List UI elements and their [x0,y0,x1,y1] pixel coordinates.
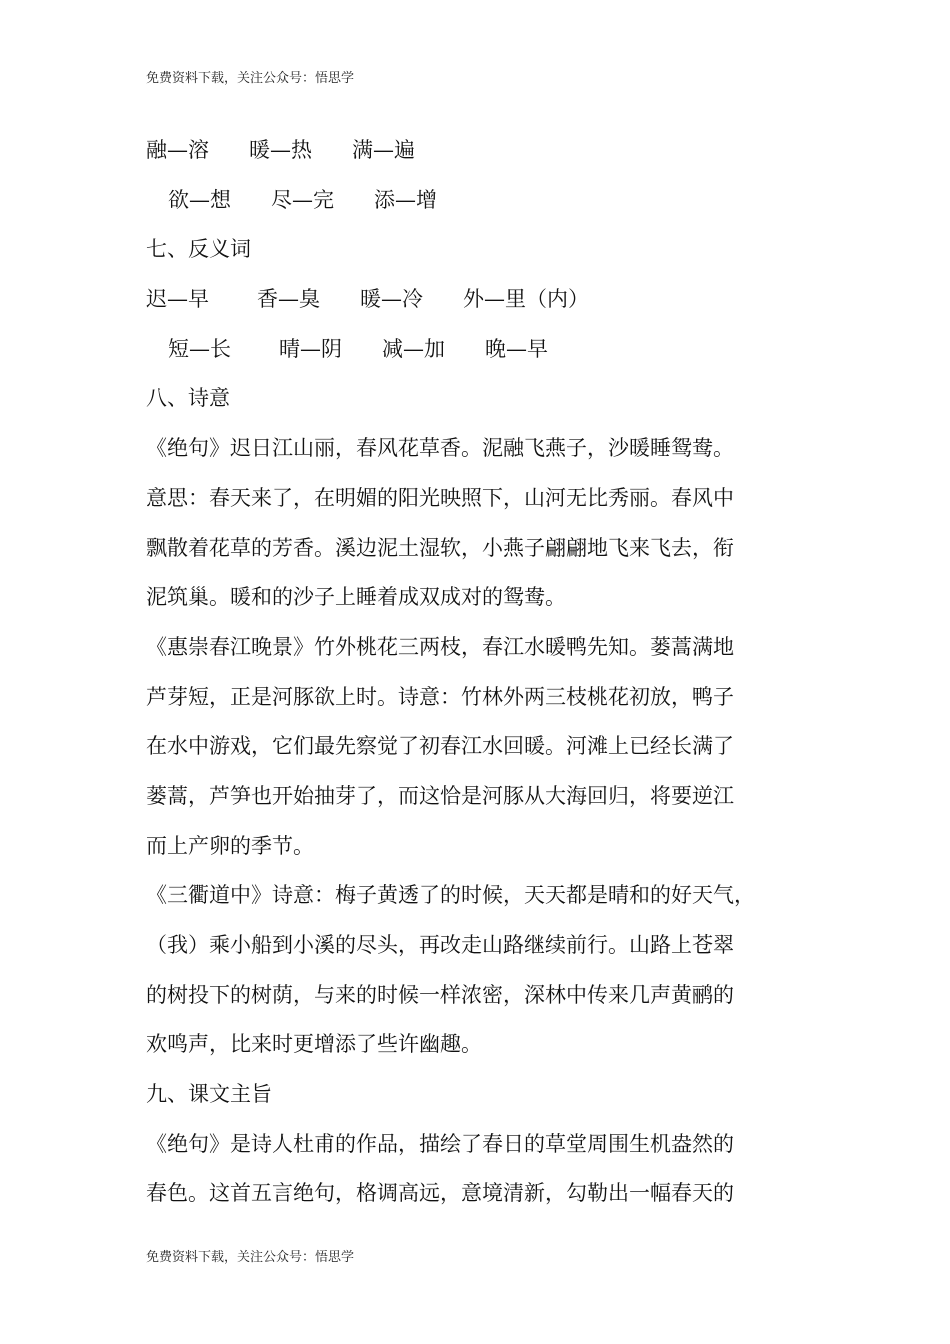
antonym-pair: 迟—早 [146,287,209,312]
paragraph-line: 《三衢道中》诗意：梅子黄透了的时候，天天都是晴和的好天气， [146,883,755,908]
page-footer: 免费资料下载，关注公众号：悟思学 [146,1250,355,1265]
paragraph-line: 意思：春天来了，在明媚的阳光映照下，山河无比秀丽。春风中 [146,485,734,510]
paragraph-line: 《绝句》是诗人杜甫的作品，描绘了春日的草堂周围生机盎然的 [146,1131,734,1156]
antonym-pair: 晚—早 [485,336,548,361]
synonym-pair: 融—溶 [146,138,209,162]
paragraph-line: （我）乘小船到小溪的尽头，再改走山路继续前行。山路上苍翠 [146,933,734,957]
antonym-pair: 短—长 [168,336,231,361]
synonym-pair: 暖—热 [249,138,312,162]
paragraph-line: 而上产卵的季节。 [146,833,314,858]
antonym-pair: 外—里（内） [463,287,589,312]
page-header: 免费资料下载，关注公众号：悟思学 [146,71,355,86]
paragraph-line: 《绝句》迟日江山丽，春风花草香。泥融飞燕子，沙暖睡鸳鸯。 [146,436,734,461]
antonym-pair: 暖—冷 [360,287,423,312]
antonym-pair: 香—臭 [257,287,320,312]
paragraph-line: 在水中游戏，它们最先察觉了初春江水回暖。河滩上已经长满了 [146,734,734,759]
document-body [146,126,806,1219]
synonym-pair: 添—增 [374,187,437,212]
antonym-pair: 减—加 [382,336,445,361]
synonym-pair: 欲—想 [168,187,231,212]
paragraph-line: 春色。这首五言绝句，格调高远，意境清新，勾勒出一幅春天的 [146,1181,734,1206]
paragraph-line: 飘散着花草的芳香。溪边泥土湿软，小燕子翩翩地飞来飞去，衔 [146,535,734,560]
synonym-row [146,176,806,226]
antonym-row [146,275,806,325]
paragraph-line: 泥筑巢。暖和的沙子上睡着成双成对的鸳鸯。 [146,585,566,610]
section-heading-main-idea: 九、课文主旨 [146,1082,272,1107]
antonym-pair: 晴—阴 [279,336,342,361]
paragraph-line: 芦芽短，正是河豚欲上时。诗意：竹林外两三枝桃花初放，鸭子 [146,684,734,709]
section-heading-poem-meaning: 八、诗意 [146,386,230,411]
antonym-row [146,325,806,375]
paragraph-line: 欢鸣声，比来时更增添了些许幽趣。 [146,1032,482,1057]
paragraph-line: 蒌蒿，芦笋也开始抽芽了，而这恰是河豚从大海回归，将要逆江 [146,783,734,808]
section-heading-antonyms: 七、反义词 [146,237,251,262]
synonym-pair: 尽—完 [271,187,334,212]
paragraph-line: 的树投下的树荫，与来的时候一样浓密，深林中传来几声黄鹂的 [146,982,734,1007]
paragraph-line: 《惠崇春江晚景》竹外桃花三两枝，春江水暖鸭先知。蒌蒿满地 [146,634,734,659]
synonym-pair: 满—遍 [352,138,415,162]
synonym-row [146,126,806,176]
